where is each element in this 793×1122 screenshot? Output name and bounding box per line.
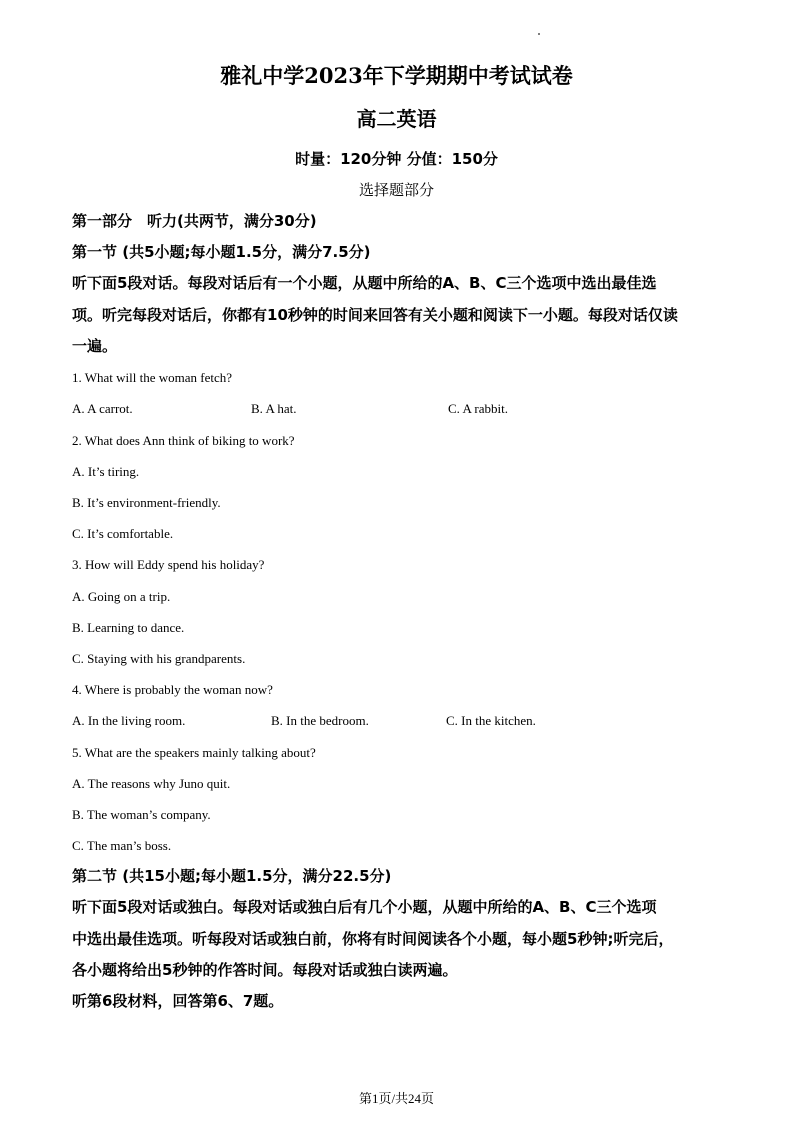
option-a: A. The reasons why Juno quit.	[72, 776, 231, 791]
material-note: 听第6段材料，回答第6、7题。	[72, 992, 284, 1010]
option-b: B. Learning to dance.	[72, 620, 185, 635]
exam-subject: 高二英语	[356, 107, 437, 131]
page-indicator: 第1页/共24页	[358, 1091, 435, 1106]
option-a: A. It’s tiring.	[72, 464, 140, 479]
option-a: A. A carrot.	[72, 401, 133, 416]
question-stem: 4. Where is probably the woman now?	[72, 682, 273, 697]
option-c: C. The man’s boss.	[72, 838, 172, 853]
option-b: B. It’s environment-friendly.	[72, 495, 221, 510]
section-label: 选择题部分	[358, 181, 434, 199]
time-score-line: 时量：120分钟 分值：150分	[295, 150, 498, 168]
option-a: A. Going on a trip.	[72, 589, 171, 604]
option-c: C. In the kitchen.	[446, 713, 536, 728]
section1-heading: 第一节 (共5小题;每小题1.5分，满分7.5分)	[72, 243, 371, 261]
section2-instruction-line: 中选出最佳选项。听每段对话或独白前，你将有时间阅读各个小题，每小题5秒钟;听完后，	[72, 930, 674, 948]
question-stem: 1. What will the woman fetch?	[72, 370, 233, 385]
option-b: B. In the bedroom.	[271, 713, 369, 728]
section1-instruction-line: 听下面5段对话。每段对话后有一个小题，从题中所给的A、B、C三个选项中选出最佳选	[72, 274, 657, 292]
section2-instruction-line: 各小题将给出5秒钟的作答时间。每段对话或独白读两遍。	[72, 961, 458, 979]
part1-heading: 第一部分 听力(共两节，满分30分)	[72, 212, 317, 230]
question-stem: 2. What does Ann think of biking to work?	[72, 433, 295, 448]
option-a: A. In the living room.	[72, 713, 186, 728]
option-b: B. A hat.	[251, 401, 297, 416]
scan-dot	[538, 33, 540, 35]
section2-heading: 第二节 (共15小题;每小题1.5分，满分22.5分)	[72, 867, 392, 885]
section1-instruction-line: 项。听完每段对话后，你都有10秒钟的时间来回答有关小题和阅读下一小题。每段对话仅读	[72, 306, 678, 324]
exam-title: 雅礼中学2023年下学期期中考试试卷	[220, 63, 573, 88]
section2-instruction-line: 听下面5段对话或独白。每段对话或独白后有几个小题，从题中所给的A、B、C三个选项	[72, 898, 657, 916]
option-c: C. Staying with his grandparents.	[72, 651, 246, 666]
question-stem: 5. What are the speakers mainly talking about?	[72, 745, 316, 760]
option-b: B. The woman’s company.	[72, 807, 211, 822]
option-c: C. It’s comfortable.	[72, 526, 174, 541]
section1-instruction-line: 一遍。	[72, 337, 118, 355]
option-c: C. A rabbit.	[448, 401, 508, 416]
question-stem: 3. How will Eddy spend his holiday?	[72, 557, 265, 572]
